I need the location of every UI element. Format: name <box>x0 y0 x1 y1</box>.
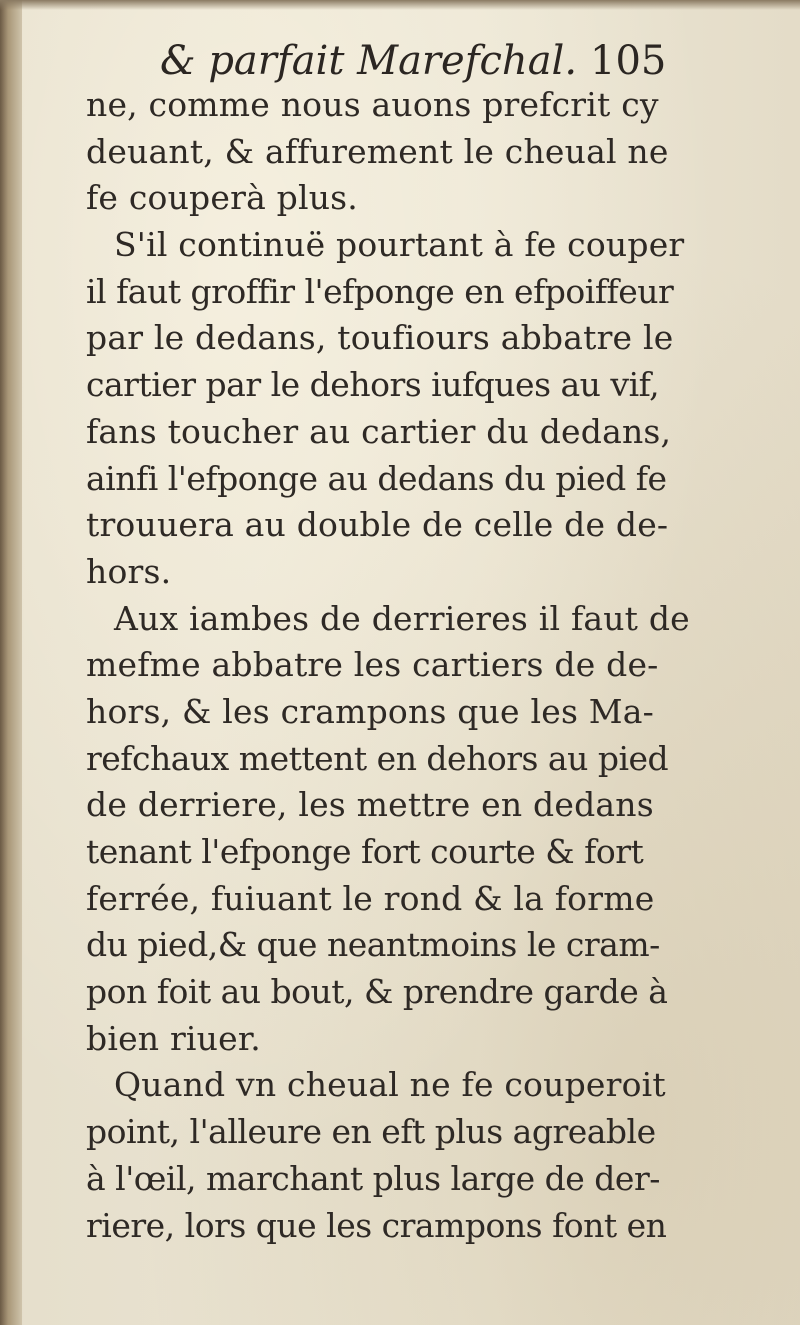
text-line: S'il continuë pourtant à fe couper <box>114 225 685 265</box>
text-line: à l'œil, marchant plus large de der- <box>86 1158 660 1198</box>
text-line: Quand vn cheual ne fe couperoit <box>114 1065 666 1105</box>
text-line: trouuera au double de celle de de- <box>86 505 669 545</box>
text-line: fe couperà plus. <box>86 178 358 218</box>
text-line: ferrée, fuiuant le rond & la forme <box>86 878 655 918</box>
text-line: tenant l'efponge fort courte & fort <box>86 832 644 871</box>
text-line: du pied,& que neantmoins le cram- <box>86 925 660 965</box>
text-line: mefme abbatre les cartiers de de- <box>86 645 659 685</box>
text-line: deuant, & affurement le cheual ne <box>86 131 669 171</box>
text-line: de derriere, les mettre en dedans <box>86 785 654 825</box>
text-line: Aux iambes de derrieres il faut de <box>114 598 690 638</box>
text-line: hors. <box>86 551 172 591</box>
text-line: hors, & les crampons que les Ma- <box>86 691 654 731</box>
text-line: fans toucher au cartier du dedans, <box>86 411 672 451</box>
text-line: il faut groffir l'efponge en efpoiffeur <box>86 271 674 311</box>
text-line: refchaux mettent en dehors au pied <box>86 738 669 778</box>
text-line: cartier par le dehors iufques au vif, <box>86 365 660 405</box>
page-binding-edge <box>0 0 22 1325</box>
text-line: ne, comme nous auons prefcrit cy <box>86 85 659 124</box>
page-number: 105 <box>590 38 667 84</box>
body-text <box>86 82 690 1249</box>
text-line: bien riuer. <box>86 1018 261 1058</box>
text-line: riere, lors que les crampons font en <box>86 1205 667 1245</box>
page-top-edge <box>0 0 800 10</box>
running-head-title: & parfait Marefchal. <box>160 38 578 84</box>
text-line: pon foit au bout, & prendre garde à <box>86 972 668 1012</box>
text-line: par le dedans, toufiours abbatre le <box>86 318 674 358</box>
text-line: point, l'alleure en eft plus agreable <box>86 1112 656 1152</box>
text-line: ainfi l'efponge au dedans du pied fe <box>86 458 667 498</box>
